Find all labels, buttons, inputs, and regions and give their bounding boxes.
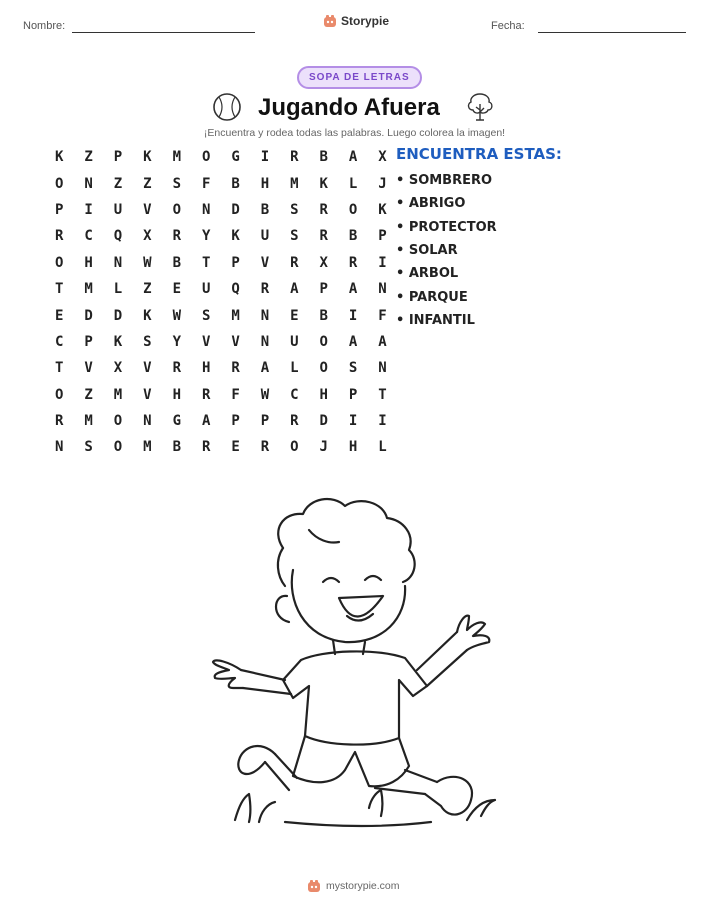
grid-letter[interactable]: K (143, 307, 152, 324)
grid-letter[interactable]: L (348, 175, 358, 192)
grid-letter[interactable]: V (231, 333, 240, 350)
grid-letter[interactable]: O (290, 439, 299, 456)
grid-letter[interactable]: B (231, 175, 240, 192)
grid-letter[interactable]: E (290, 307, 299, 324)
grid-letter[interactable]: N (260, 333, 270, 350)
grid-letter[interactable]: P (84, 333, 93, 350)
grid-letter[interactable]: R (290, 413, 299, 430)
grid-letter[interactable]: F (378, 307, 387, 324)
grid-letter[interactable]: Q (231, 281, 240, 298)
grid-letter[interactable]: B (319, 149, 328, 166)
word-list-item: • SOMBRERO (396, 173, 493, 189)
grid-letter[interactable]: D (231, 201, 240, 218)
grid-letter[interactable]: H (348, 439, 358, 456)
grid-letter[interactable]: O (172, 201, 181, 218)
grid-letter[interactable]: U (260, 228, 270, 245)
grid-letter[interactable]: R (201, 386, 211, 403)
grid-letter[interactable]: C (55, 333, 64, 350)
puzzle-type-badge: SOPA DE LETRAS (297, 66, 422, 89)
grid-letter[interactable]: K (143, 149, 152, 166)
word-list-title: ENCUENTRA ESTAS: (396, 145, 562, 163)
grid-letter[interactable]: R (319, 228, 328, 245)
grid-letter[interactable]: U (290, 333, 299, 350)
grid-letter[interactable]: R (290, 254, 299, 271)
grid-letter[interactable]: X (143, 228, 152, 245)
grid-letter[interactable]: O (319, 360, 328, 377)
happy-running-boy-illustration (205, 490, 505, 830)
grid-letter[interactable]: K (378, 201, 387, 218)
grid-letter[interactable]: C (84, 228, 93, 245)
word-list-item: • PROTECTOR (396, 219, 497, 235)
grid-letter[interactable]: U (113, 201, 123, 218)
grid-letter[interactable]: P (55, 201, 64, 218)
grid-letter[interactable]: A (290, 281, 299, 298)
grid-letter[interactable]: T (201, 254, 211, 271)
grid-letter[interactable]: G (231, 149, 240, 166)
grid-letter[interactable]: G (172, 413, 181, 430)
grid-letter[interactable]: X (319, 254, 328, 271)
grid-letter[interactable]: R (260, 281, 270, 298)
grid-letter[interactable]: Z (84, 386, 93, 403)
grid-letter[interactable]: E (231, 439, 240, 456)
grid-letter[interactable]: A (348, 333, 358, 350)
date-label: Fecha: (491, 20, 525, 32)
grid-letter[interactable]: R (290, 149, 299, 166)
grid-letter[interactable]: N (260, 307, 270, 324)
grid-letter[interactable]: H (84, 254, 93, 271)
grid-letter[interactable]: N (378, 281, 387, 298)
grid-letter[interactable]: O (113, 413, 123, 430)
footer (307, 879, 400, 893)
grid-letter[interactable]: S (290, 201, 299, 218)
grid-letter[interactable]: P (260, 413, 270, 430)
grid-letter[interactable]: R (231, 360, 240, 377)
grid-letter[interactable]: A (260, 360, 270, 377)
grid-letter[interactable]: E (55, 307, 64, 324)
grid-letter[interactable]: R (260, 439, 270, 456)
brand-name: Storypie (341, 14, 390, 28)
word-list-item: • SOLAR (396, 243, 458, 259)
grid-letter[interactable]: J (378, 175, 387, 192)
word-list-item: • INFANTIL (396, 312, 475, 328)
grid-letter[interactable]: V (143, 201, 152, 218)
grid-letter[interactable]: M (113, 386, 123, 403)
grid-letter[interactable]: F (231, 386, 240, 403)
grid-letter[interactable]: P (378, 228, 387, 245)
grid-letter[interactable]: Z (143, 281, 152, 298)
grid-letter[interactable]: I (378, 413, 387, 430)
grid-letter[interactable]: A (348, 281, 358, 298)
grid-letter[interactable]: A (348, 149, 358, 166)
grid-letter[interactable]: S (290, 228, 299, 245)
grid-letter[interactable]: V (84, 360, 93, 377)
grid-letter[interactable]: H (201, 360, 211, 377)
grid-letter[interactable]: X (113, 360, 123, 377)
grid-letter[interactable]: O (55, 254, 64, 271)
name-label: Nombre: (23, 20, 66, 32)
tree-icon (465, 90, 495, 122)
grid-letter[interactable]: R (55, 413, 64, 430)
grid-letter[interactable]: S (201, 307, 211, 324)
grid-letter[interactable]: P (231, 254, 240, 271)
grid-letter[interactable]: L (113, 281, 123, 298)
grid-letter[interactable]: M (143, 439, 152, 456)
grid-letter[interactable]: Z (84, 149, 93, 166)
grid-letter[interactable]: R (319, 201, 328, 218)
footer-url[interactable]: mystorypie.com (326, 880, 400, 892)
grid-letter[interactable]: V (201, 333, 211, 350)
grid-letter[interactable]: L (378, 439, 387, 456)
grid-letter[interactable]: V (143, 386, 152, 403)
grid-letter[interactable]: K (55, 149, 64, 166)
grid-letter[interactable]: Z (143, 175, 152, 192)
grid-letter[interactable]: D (84, 307, 93, 324)
grid-letter[interactable]: D (319, 413, 328, 430)
grid-letter[interactable]: M (231, 307, 240, 324)
grid-letter[interactable]: N (201, 201, 211, 218)
grid-letter[interactable]: I (260, 149, 270, 166)
grid-letter[interactable]: I (378, 254, 387, 271)
baseball-icon (212, 92, 242, 122)
grid-letter[interactable]: M (290, 175, 299, 192)
grid-letter[interactable]: O (319, 333, 328, 350)
instructions: ¡Encuentra y rodea todas las palabras. Luego colorea la imagen! (203, 127, 506, 139)
grid-letter[interactable]: I (348, 413, 358, 430)
grid-letter[interactable]: P (348, 386, 358, 403)
grid-letter[interactable]: R (348, 254, 358, 271)
grid-letter[interactable]: B (319, 307, 328, 324)
grid-letter[interactable]: P (319, 281, 328, 298)
grid-letter[interactable]: W (260, 386, 270, 403)
grid-letter[interactable]: X (378, 149, 387, 166)
grid-letter[interactable]: S (348, 360, 358, 377)
grid-letter[interactable]: K (231, 228, 240, 245)
grid-letter[interactable]: E (172, 281, 181, 298)
grid-letter[interactable]: Y (172, 333, 181, 350)
grid-letter[interactable]: B (260, 201, 270, 218)
grid-letter[interactable]: R (55, 228, 64, 245)
grid-letter[interactable]: R (172, 360, 181, 377)
grid-letter[interactable]: A (201, 413, 211, 430)
grid-letter[interactable]: C (290, 386, 299, 403)
grid-letter[interactable]: N (55, 439, 64, 456)
grid-letter[interactable]: R (172, 228, 181, 245)
grid-letter[interactable]: O (55, 386, 64, 403)
grid-letter[interactable]: L (290, 360, 299, 377)
grid-letter[interactable]: F (201, 175, 211, 192)
grid-letter[interactable]: J (319, 439, 328, 456)
grid-letter[interactable]: Q (113, 228, 123, 245)
grid-letter[interactable]: W (143, 254, 152, 271)
grid-letter[interactable]: B (172, 439, 181, 456)
grid-letter[interactable]: O (348, 201, 358, 218)
grid-letter[interactable]: D (113, 307, 123, 324)
grid-letter[interactable]: Z (113, 175, 123, 192)
grid-letter[interactable]: O (201, 149, 211, 166)
grid-letter[interactable]: H (319, 386, 328, 403)
grid-letter[interactable]: H (260, 175, 270, 192)
grid-letter[interactable]: T (378, 386, 387, 403)
date-line[interactable] (538, 32, 686, 33)
grid-letter[interactable]: M (84, 413, 93, 430)
brand-logo (323, 14, 389, 28)
grid-letter[interactable]: V (143, 360, 152, 377)
grid-letter[interactable]: B (348, 228, 358, 245)
grid-letter[interactable]: B (172, 254, 181, 271)
grid-letter[interactable]: K (319, 175, 328, 192)
grid-letter[interactable]: K (113, 333, 123, 350)
grid-letter[interactable]: U (201, 281, 211, 298)
grid-letter[interactable]: M (84, 281, 93, 298)
grid-letter[interactable]: O (113, 439, 123, 456)
grid-letter[interactable]: V (260, 254, 270, 271)
letter-grid (55, 144, 408, 461)
grid-letter[interactable]: P (231, 413, 240, 430)
word-list (396, 169, 497, 332)
word-list-item: • ABRIGO (396, 196, 466, 212)
grid-letter[interactable]: W (172, 307, 181, 324)
name-line[interactable] (72, 32, 255, 33)
grid-letter[interactable]: T (55, 281, 64, 298)
grid-letter[interactable]: R (201, 439, 211, 456)
word-list-item: • PARQUE (396, 289, 468, 305)
page-title: Jugando Afuera (258, 94, 440, 121)
grid-letter[interactable]: N (113, 254, 123, 271)
word-list-item: • ARBOL (396, 266, 459, 282)
grid-letter[interactable]: T (55, 360, 64, 377)
grid-letter[interactable]: H (172, 386, 181, 403)
grid-letter[interactable]: S (84, 439, 93, 456)
grid-letter[interactable]: S (143, 333, 152, 350)
grid-letter[interactable]: I (84, 201, 93, 218)
grid-letter[interactable]: S (172, 175, 181, 192)
grid-letter[interactable]: A (378, 333, 387, 350)
grid-letter[interactable]: N (84, 175, 93, 192)
grid-letter[interactable]: I (348, 307, 358, 324)
grid-letter[interactable]: M (172, 149, 181, 166)
grid-letter[interactable]: O (55, 175, 64, 192)
grid-letter[interactable]: Y (201, 228, 211, 245)
grid-letter[interactable]: N (378, 360, 387, 377)
storypie-logo-icon (323, 14, 337, 28)
storypie-logo-icon (307, 879, 321, 893)
grid-letter[interactable]: N (143, 413, 152, 430)
grid-letter[interactable]: P (113, 149, 123, 166)
